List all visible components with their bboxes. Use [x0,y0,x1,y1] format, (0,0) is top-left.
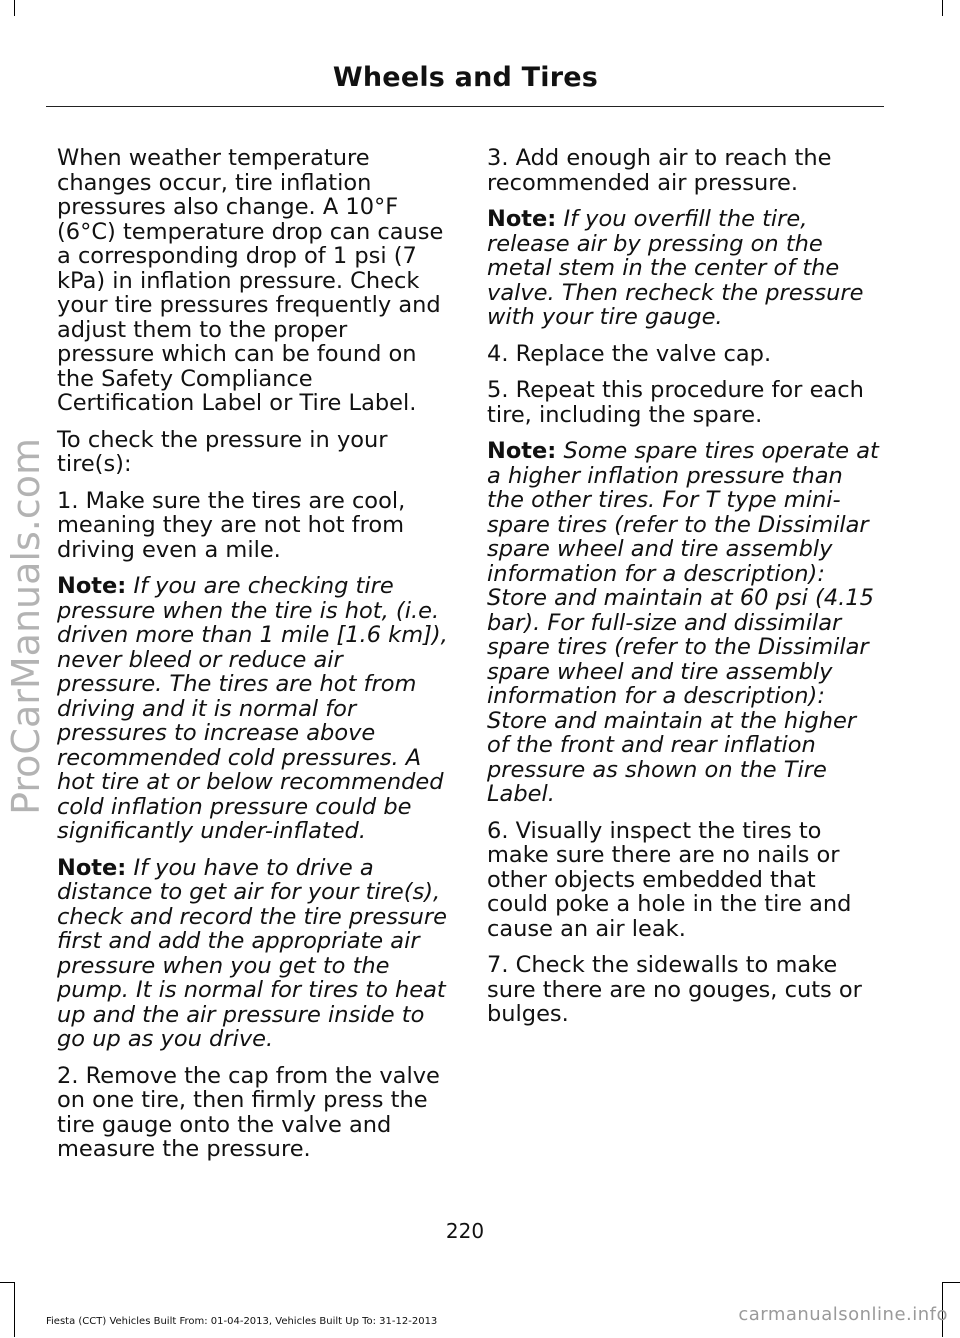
note [487,439,879,807]
step-2: 2. Remove the cap from the valve on one tire, then firmly press the tire gauge onto the valve and measure the pressure. [57,1062,440,1162]
note [57,856,449,1052]
note-text: If you overfill the tire, release air by pressing on the metal stem in the center of the valve. Then recheck the pressure with your tire gauge. [487,206,864,330]
note [487,207,879,330]
step-6: 6. Visually inspect the tires to make sure there are no nails or other objects embedded that could poke a hole in the tire and cause an air leak. [487,817,852,942]
page-title: Wheels and Tires [332,62,598,93]
note-label: Note: [487,438,557,464]
paragraph: When weather temperature changes occur, tire inflation pressures also change. A 10°F (6°C) temperature drop can cause a corresponding drop of 1 psi (7 kPa) in inflation pressure. Check your tire pressures frequently and adjust them to the proper pressure which can be found on the Safety Compliance Certification Label or Tire Label. [57,145,444,416]
step-4: 4. Replace the valve cap. [487,340,772,367]
page-number: 220 [445,1219,485,1243]
step-5: 5. Repeat this procedure for each tire, including the spare. [487,377,864,428]
note-label: Note: [487,206,557,232]
right-column [487,146,879,1039]
step-3: 3. Add enough air to reach the recommended air pressure. [487,145,832,196]
paragraph: To check the pressure in your tire(s): [57,426,388,477]
footer-vehicle-info: Fiesta (CCT) Vehicles Built From: 01-04-2013, Vehicles Built Up To: 31-12-2013 [46,1316,438,1327]
note-text: If you have to drive a distance to get air for your tire(s), check and record the tire pressure first and add the appropriate air pressure when you get to the pump. It is normal for tires to heat up and the air pressure inside to go up as you drive. [57,854,447,1052]
step-7: 7. Check the sidewalls to make sure there are no gouges, cuts or bulges. [487,952,862,1027]
crop-mark-top-right-v [942,0,943,16]
note-label: Note: [57,573,127,599]
note-label: Note: [57,854,127,881]
watermark: ProCarManuals.com [4,438,48,815]
left-column [57,146,449,1174]
crop-mark-bottom-right-h [943,1282,960,1283]
note-text: If you are checking tire pressure when the tire is hot, (i.e. driven more than 1 mile [1.6 km]), never bleed or reduce air pressure. The tires are hot from driving and it is normal for pressures to increase above recommended cold pressures. A hot tire at or below recommended cold inflation pressure could be significantly under-inflated. [57,573,448,844]
step-1: 1. Make sure the tires are cool, meaning they are not hot from driving even a mile. [57,487,406,563]
crop-mark-top-left-v [14,0,15,16]
note-text: Some spare tires operate at a higher inflation pressure than the other tires. For T type mini-spare tires (refer to the Dissimilar spare wheel and tire assembly information for a description): Store and maintain at 60 psi (4.15 bar). For full-size and dissimilar spare tires (refer to the Dissimilar spare wheel and tire assembly information for a description): Store and maintain at the higher of the front and rear inflation pressure as shown on the Tire Label. [487,438,879,807]
header-divider [46,106,884,107]
footer-site-mark: carmanualsonline.info [738,1304,948,1325]
note [57,574,449,844]
